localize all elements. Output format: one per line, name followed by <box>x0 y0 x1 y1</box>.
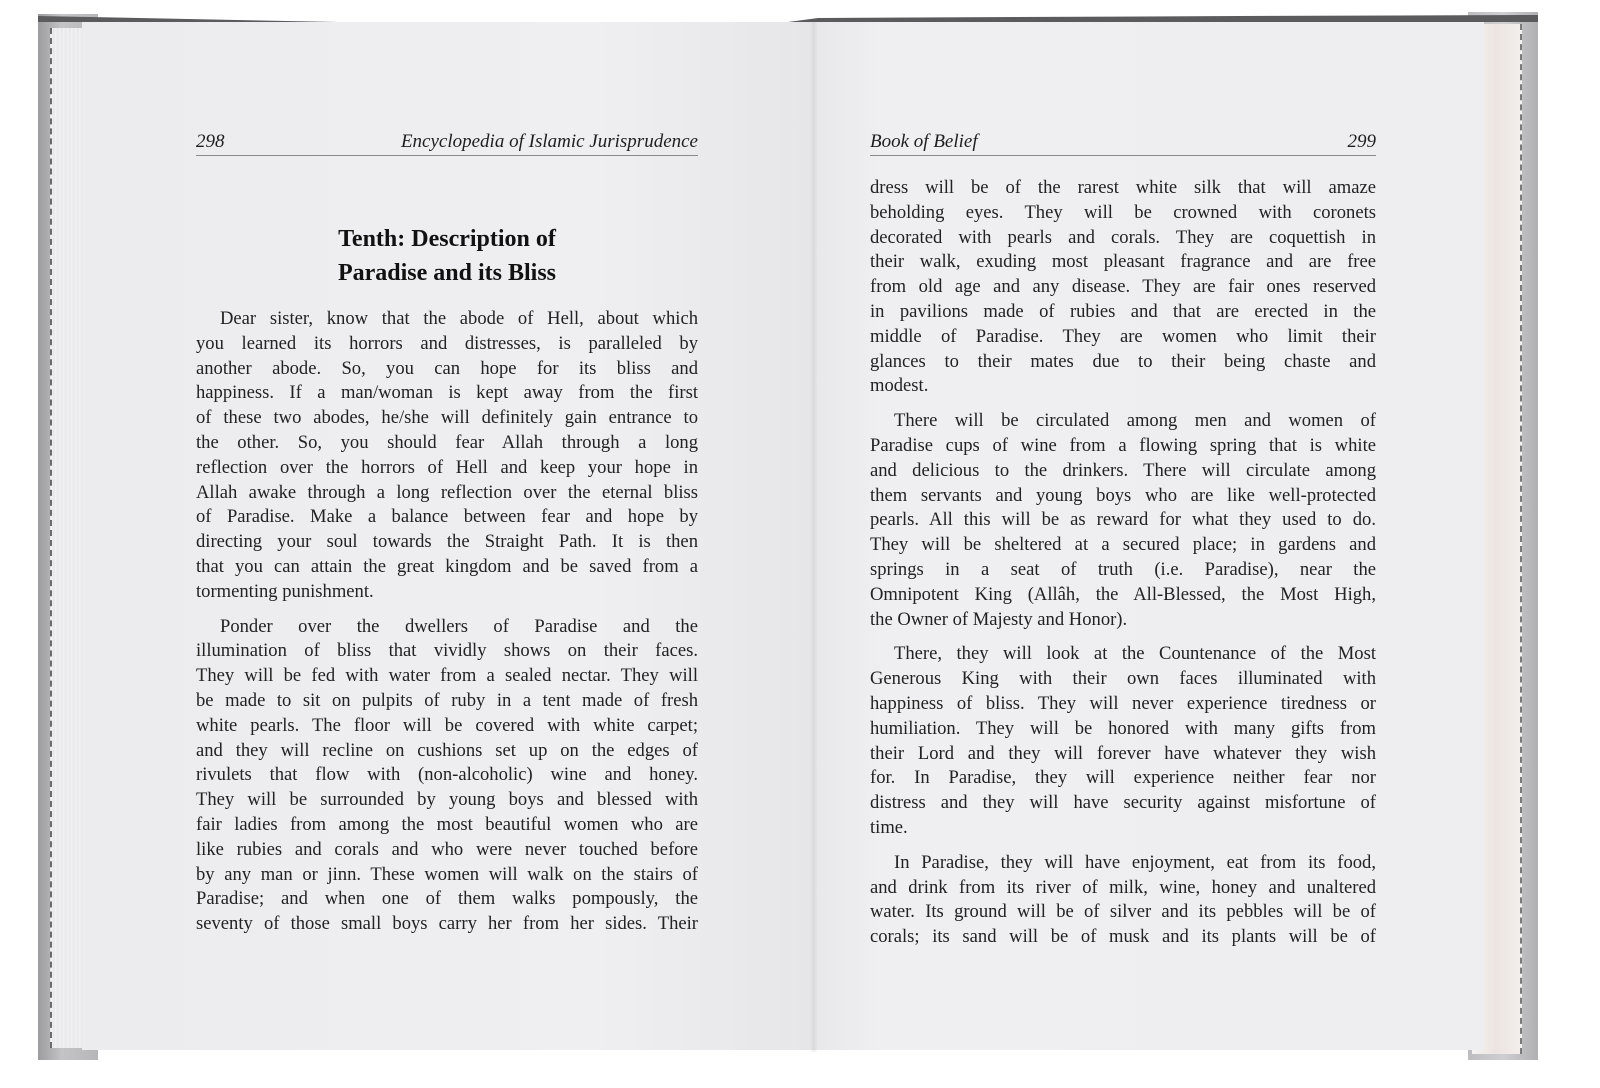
text-line: They will be surrounded by young boys and blessed with <box>196 789 698 811</box>
text-line: There, they will look at the Countenance of the Most <box>894 643 1376 665</box>
text-line: happiness. If a man/woman is kept away from the first <box>196 382 698 404</box>
chapter-title-line: Paradise and its Bliss <box>337 260 557 286</box>
left-running-head-title: Encyclopedia of Islamic Jurisprudence <box>400 131 698 152</box>
paragraph <box>870 176 1376 399</box>
paragraph <box>870 642 1376 840</box>
text-line: their walk, exuding most pleasant fragrance and are free <box>870 251 1376 273</box>
text-line: Dear sister, know that the abode of Hell, about which <box>220 308 698 329</box>
right-running-header <box>870 122 1376 156</box>
text-line: In Paradise, they will have enjoyment, eat from its food, <box>894 851 1376 873</box>
left-page-body <box>196 307 698 947</box>
text-line: that you can attain the great kingdom and be saved from a <box>196 555 698 577</box>
text-line: and they will recline on cushions set up on the edges of <box>196 739 698 761</box>
chapter-title-line: Tenth: Description of <box>338 226 556 252</box>
text-line: glances to their mates due to their being chaste and <box>870 350 1376 372</box>
text-line: There will be circulated among men and women of <box>894 410 1376 432</box>
text-line: corals; its sand will be of musk and its plants will be of <box>870 926 1376 948</box>
text-line: the Owner of Majesty and Honor). <box>870 608 1128 630</box>
text-line: white pearls. The floor will be covered with white carpet; <box>196 714 698 736</box>
text-line: by any man or jinn. These women will walk on the stairs of <box>196 863 698 885</box>
text-line: Omnipotent King (Allâh, the All-Blessed, the Most High, <box>870 583 1376 605</box>
right-page-number: 299 <box>1347 131 1376 152</box>
text-line: from old age and any disease. They are fair ones reserved <box>870 276 1376 298</box>
text-line: the other. So, you should fear Allah through a long <box>196 431 698 453</box>
text-line: time. <box>870 816 908 838</box>
text-line: middle of Paradise. They are women who limit their <box>870 325 1376 347</box>
paragraph <box>196 615 698 937</box>
text-line: happiness of bliss. They will never experience tiredness or <box>870 692 1376 714</box>
book-cover-top-edge <box>38 12 1538 22</box>
text-line: beholding eyes. They will be crowned with coronets <box>870 201 1376 223</box>
text-line: you learned its horrors and distresses, is paralleled by <box>196 332 698 354</box>
text-line: directing your soul towards the Straight Path. It is then <box>196 531 698 553</box>
text-line: and delicious to the drinkers. There will circulate among <box>870 459 1376 481</box>
text-line: pearls. All this will be as reward for what they used to do. <box>870 509 1376 531</box>
chapter-title <box>196 222 698 290</box>
text-line: their Lord and they will forever have whatever they wish <box>870 742 1376 764</box>
text-line: Paradise cups of wine from a flowing spring that is white <box>870 434 1376 456</box>
paragraph <box>196 307 698 605</box>
text-line: decorated with pearls and corals. They are coquettish in <box>870 226 1376 248</box>
text-line: Paradise; and when one of them walks pompously, the <box>196 888 698 910</box>
text-line: Ponder over the dwellers of Paradise and the <box>220 615 698 637</box>
text-line: modest. <box>870 375 929 397</box>
text-line: of these two abodes, he/she will definitely gain entrance to <box>196 407 698 429</box>
text-line: They will be sheltered at a secured place; in gardens and <box>870 534 1376 556</box>
text-line: in pavilions made of rubies and that are erected in the <box>870 300 1376 322</box>
text-line: reflection over the horrors of Hell and keep your hope in <box>196 456 698 478</box>
text-line: them servants and young boys who are like well-protected <box>870 484 1376 506</box>
text-line: humiliation. They will be honored with many gifts from <box>870 717 1376 739</box>
right-running-head-title: Book of Belief <box>870 131 978 152</box>
spine-gutter <box>810 22 818 1052</box>
paragraph <box>870 409 1376 632</box>
text-line: rivulets that flow with (non-alcoholic) wine and honey. <box>196 764 698 786</box>
right-page-body <box>870 176 1376 960</box>
text-line: fair ladies from among the most beautiful women who are <box>196 813 698 835</box>
left-page-number: 298 <box>196 131 225 152</box>
text-line: and drink from its river of milk, wine, honey and unaltered <box>870 876 1376 898</box>
text-line: They will be fed with water from a sealed nectar. They will <box>196 665 698 687</box>
text-line: springs in a seat of truth (i.e. Paradise), near the <box>870 558 1376 580</box>
paragraph <box>870 851 1376 950</box>
text-line: illumination of bliss that vividly shows on their faces. <box>196 640 698 662</box>
text-line: of Paradise. Make a balance between fear and hope by <box>196 506 698 528</box>
text-line: water. Its ground will be of silver and its pebbles will be of <box>870 901 1376 923</box>
text-line: like rubies and corals and who were never touched before <box>196 838 698 860</box>
left-running-header <box>196 122 698 156</box>
text-line: Allah awake through a long reflection over the eternal bliss <box>196 481 698 503</box>
text-line: dress will be of the rarest white silk that will amaze <box>870 177 1376 198</box>
text-line: for. In Paradise, they will experience neither fear nor <box>870 767 1376 789</box>
text-line: be made to sit on pulpits of ruby in a tent made of fresh <box>196 689 698 711</box>
text-line: another abode. So, you can hope for its bliss and <box>196 357 698 379</box>
text-line: distress and they will have security against misfortune of <box>870 792 1376 814</box>
text-line: Generous King with their own faces illuminated with <box>870 668 1376 690</box>
text-line: seventy of those small boys carry her from her sides. Their <box>196 913 698 935</box>
text-line: tormenting punishment. <box>196 580 374 602</box>
